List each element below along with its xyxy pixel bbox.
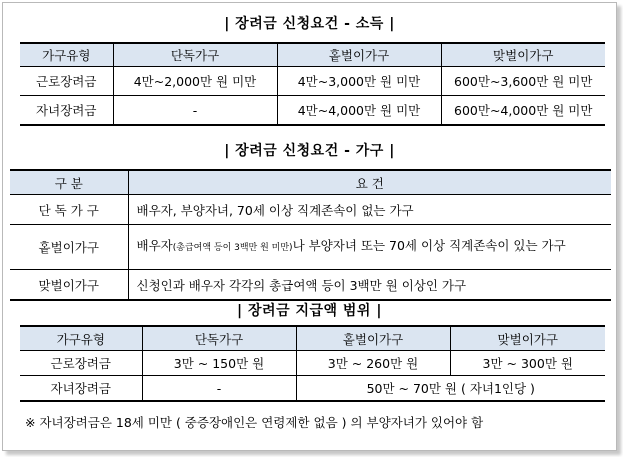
table-cell: 배우자, 부양자녀, 70세 이상 직계존속이 없는 가구 bbox=[128, 195, 611, 225]
column-header: 맞벌이가구 bbox=[441, 43, 605, 67]
column-header: 구 분 bbox=[10, 170, 128, 195]
table-cell: 4만~4,000만 원 미만 bbox=[277, 96, 441, 126]
household-section-title: | 장려금 신청요건 - 가구 | bbox=[224, 143, 395, 159]
column-header: 요 건 bbox=[128, 170, 611, 195]
row-label: 근로장려금 bbox=[20, 67, 113, 96]
table-row bbox=[20, 351, 605, 376]
table-cell: 600만~4,000만 원 미만 bbox=[441, 96, 605, 126]
table-cell: 600만~3,600만 원 미만 bbox=[441, 67, 605, 96]
payment-range-table bbox=[20, 325, 605, 402]
row-label: 자녀장려금 bbox=[20, 376, 142, 402]
footnote: ※ 자녀장려금은 18세 미만 ( 중증장애인은 연령제한 없음 ) 의 부양자녀가 있어야 함 bbox=[25, 415, 484, 430]
row-label: 단 독 가 구 bbox=[10, 195, 128, 225]
row-label: 근로장려금 bbox=[20, 351, 142, 376]
table-row bbox=[10, 195, 611, 225]
table-row bbox=[10, 270, 611, 301]
table-cell: 신청인과 배우자 각각의 총급여액 등이 3백만 원 이상인 가구 bbox=[128, 270, 611, 301]
column-header: 홑벌이가구 bbox=[296, 326, 450, 351]
table-header-row bbox=[10, 170, 611, 195]
income-section-title: | 장려금 신청요건 - 소득 | bbox=[224, 16, 395, 32]
cell-note: (총급여액 등이 3백만 원 미만) bbox=[172, 243, 293, 253]
table-cell: 4만~3,000만 원 미만 bbox=[277, 67, 441, 96]
cell-text: 배우자 bbox=[136, 238, 173, 253]
table-row bbox=[20, 96, 605, 126]
column-header: 맞벌이가구 bbox=[450, 326, 605, 351]
table-header-row bbox=[20, 43, 605, 67]
table-cell bbox=[128, 225, 611, 270]
table-cell: 4만~2,000만 원 미만 bbox=[113, 67, 277, 96]
table-cell: 3만 ~ 300만 원 bbox=[450, 351, 605, 376]
table-row bbox=[20, 67, 605, 96]
table-row bbox=[20, 376, 605, 402]
row-label: 맞벌이가구 bbox=[10, 270, 128, 301]
table-cell: 3만 ~ 150만 원 bbox=[142, 351, 296, 376]
table-cell: - bbox=[113, 96, 277, 126]
table-cell: 3만 ~ 260만 원 bbox=[296, 351, 450, 376]
column-header: 가구유형 bbox=[20, 326, 142, 351]
income-requirements-table bbox=[20, 42, 605, 126]
table-cell: 50만 ~ 70만 원 ( 자녀1인당 ) bbox=[296, 376, 605, 402]
column-header: 단독가구 bbox=[142, 326, 296, 351]
payment-section-title: | 장려금 지급액 범위 | bbox=[237, 303, 382, 319]
cell-text: 나 부양자녀 또는 70세 이상 직계존속이 있는 가구 bbox=[292, 238, 566, 253]
column-header: 가구유형 bbox=[20, 43, 113, 67]
table-row bbox=[10, 225, 611, 270]
household-requirements-table bbox=[10, 169, 611, 301]
column-header: 홑벌이가구 bbox=[277, 43, 441, 67]
row-label: 자녀장려금 bbox=[20, 96, 113, 126]
document-frame bbox=[2, 2, 617, 451]
row-label: 홑벌이가구 bbox=[10, 225, 128, 270]
table-cell: - bbox=[142, 376, 296, 402]
table-header-row bbox=[20, 326, 605, 351]
column-header: 단독가구 bbox=[113, 43, 277, 67]
